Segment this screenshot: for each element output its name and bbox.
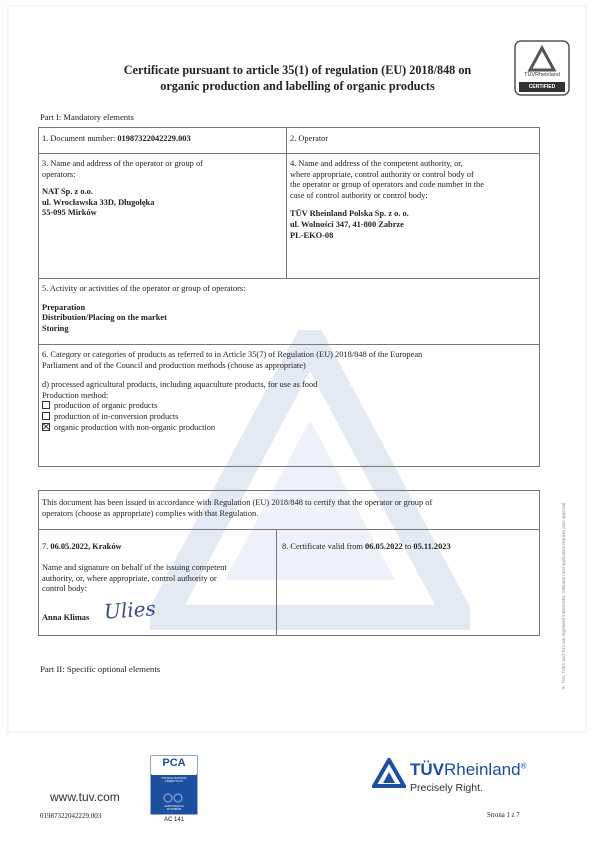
signature-field	[42, 563, 274, 595]
signature-label-line-3: control body:	[42, 584, 87, 594]
tuv-brand-rest: Rheinland	[444, 760, 521, 779]
method-option-label: organic production with non-organic production	[54, 422, 216, 432]
field-7-prefix: 7.	[42, 542, 51, 551]
pca-code: AC 141	[163, 817, 184, 823]
certificate-validity	[282, 542, 451, 553]
pca-subtext	[150, 777, 198, 783]
field-3-label-line-2: operators:	[42, 169, 76, 179]
statement-line-1: This document has been issued in accordance with Regulation (EU) 2018/848 to certify that the operator or group of	[42, 498, 433, 507]
field-4-label-line-4: case of control authority or control body:	[290, 190, 428, 200]
tuv-brand-bold: TÜV	[410, 760, 444, 779]
tuv-slogan: Precisely Right.	[410, 782, 483, 794]
field-4-label-line-1: 4. Name and address of the competent authority, or,	[290, 159, 463, 168]
title-line-1: Certificate pursuant to article 35(1) of regulation (EU) 2018/848 on	[123, 63, 472, 77]
pca-acronym: PCA	[162, 757, 186, 769]
trademark-side-note: ® TÜV, TUEV and TUV are registered trademarks. Utilisation and application requires prior approval.	[561, 501, 566, 690]
title-line-2: organic production and labelling of organic products	[160, 79, 435, 93]
activities-label: 5. Activity or activities of the operator or group of operators:	[42, 284, 246, 293]
authority-address: ul. Wolności 347, 41-800 Zabrze	[290, 219, 404, 229]
certificate-title	[70, 62, 525, 94]
operator-name: NAT Sp. z o.o.	[42, 187, 93, 197]
handwritten-signature: Ulies	[103, 596, 157, 624]
seal-top-text: TÜVRheinland	[524, 72, 560, 78]
signer-name: Anna Klimas	[42, 613, 90, 622]
method-option-label: production of organic products	[54, 401, 158, 411]
activity-item: Storing	[42, 323, 69, 333]
pca-sub-line: AKREDYTACJI	[165, 780, 183, 783]
pca-sub-line: POLSKIE CENTRUM	[161, 777, 187, 780]
tuv-triangle-icon	[372, 758, 406, 788]
operator-label: 2. Operator	[290, 134, 329, 143]
issue-date-place	[42, 542, 122, 553]
part2-heading: Part II: Specific optional elements	[40, 664, 161, 674]
page-number: Strona 1 z 7	[487, 812, 520, 819]
valid-to-date: 05.11.2023	[413, 542, 451, 551]
product-category: d) processed agricultural products, including aquaculture products, for use as food	[42, 380, 318, 390]
validity-to-word: to	[402, 542, 414, 551]
part1-heading: Part I: Mandatory elements	[40, 112, 134, 122]
pca-scope	[150, 805, 198, 811]
tuv-brand-name	[410, 760, 526, 780]
checkbox-unchecked-icon	[42, 412, 50, 420]
issue-date-value: 06.05.2022, Kraków	[50, 542, 122, 551]
method-option-in-conversion	[42, 412, 537, 423]
footer-website: www.tuv.com	[50, 790, 120, 804]
pca-scope-line: CERTYFIKACJA	[164, 805, 184, 808]
method-option-mixed	[42, 423, 537, 434]
category-field	[42, 350, 537, 433]
production-method-label: Production method:	[42, 390, 109, 400]
signature-label-line-2: authority, or, where appropriate, control authority or	[42, 573, 217, 583]
compliance-statement	[42, 498, 537, 519]
authority-code: PL-EKO-08	[290, 230, 334, 240]
document-number-label: 1. Document number:	[42, 134, 118, 143]
method-option-label: production of in-conversion products	[54, 411, 179, 421]
tuv-registered-mark: ®	[520, 761, 527, 771]
document-number-field	[42, 134, 191, 145]
seal-bottom-text: CERTIFIED	[528, 84, 556, 90]
operator-address-line-1: ul. Wrocławska 33D, Długołęka	[42, 197, 155, 207]
activities-field	[42, 284, 246, 334]
activity-item: Preparation	[42, 302, 86, 312]
category-label-line-2: Parliament and of the Council and production methods (choose as appropriate)	[42, 360, 306, 370]
field-3-label-line-1: 3. Name and address of the operator or group of	[42, 159, 203, 168]
method-option-organic	[42, 401, 537, 412]
pca-scope-line: WYROBÓW	[166, 808, 182, 811]
authority-field	[290, 159, 538, 241]
category-label-line-1: 6. Category or categories of products as referred to in Article 35(7) of Regulation (EU) 2018/848 of the European	[42, 350, 423, 359]
checkbox-checked-icon	[42, 423, 50, 431]
field-4-label-line-3: the operator or group of operators and code number in the	[290, 180, 484, 190]
validity-prefix: 8. Certificate valid from	[282, 542, 366, 551]
checkbox-unchecked-icon	[42, 401, 50, 409]
activity-item: Distribution/Placing on the market	[42, 313, 167, 323]
statement-line-2: operators (choose as appropriate) complies with that Regulation.	[42, 508, 259, 518]
signature-label-line-1: Name and signature on behalf of the issuing competent	[42, 563, 227, 572]
operator-address-field	[42, 159, 282, 219]
footer-document-number: 01987322042229.003	[40, 812, 102, 820]
field-4-label-line-2: where appropriate, control authority or control body of	[290, 169, 474, 179]
document-number-value: 01987322042229.003	[117, 134, 191, 143]
authority-name: TÜV Rheinland Polska Sp. z o. o.	[290, 209, 409, 219]
valid-from-date: 06.05.2022	[365, 542, 403, 551]
operator-address-line-2: 55-095 Mirków	[42, 208, 97, 218]
